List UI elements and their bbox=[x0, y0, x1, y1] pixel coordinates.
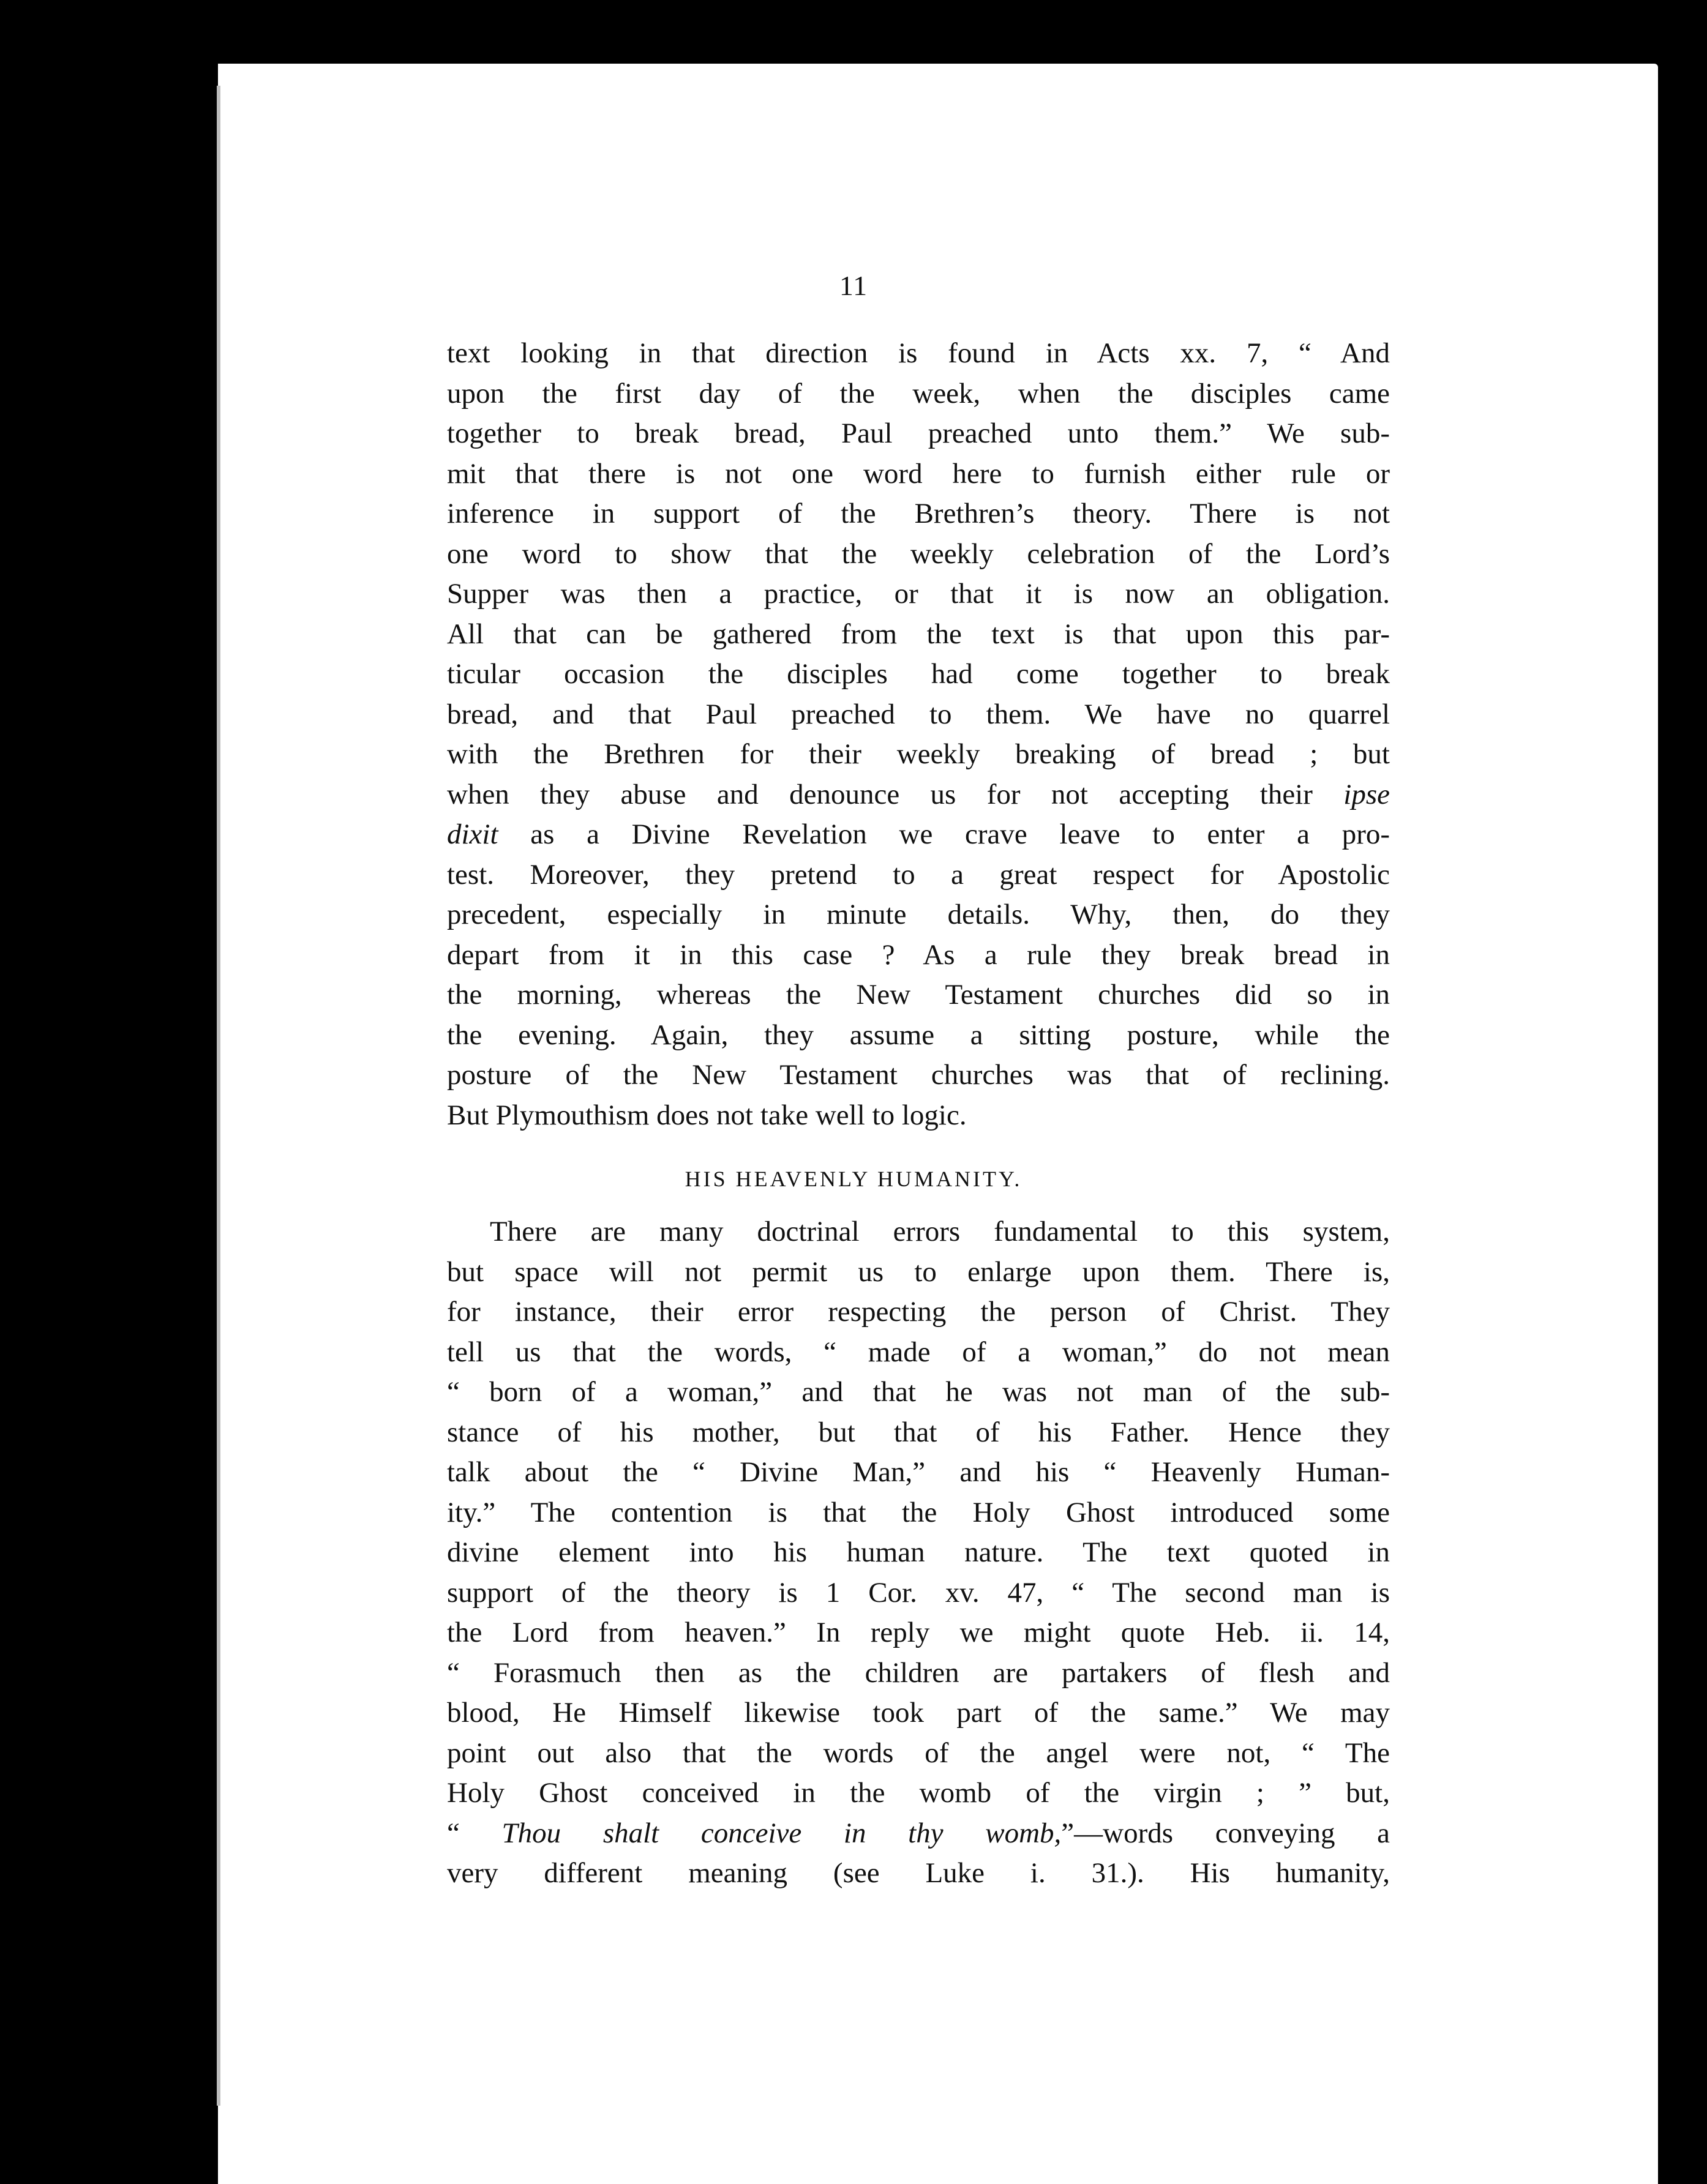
text-line: depart from it in this case ? As a rule they break bread in bbox=[447, 938, 1390, 971]
paragraph-one bbox=[447, 334, 1390, 1135]
text-line: very different meaning (see Luke i. 31.). His humanity, bbox=[447, 1857, 1390, 1889]
quote-mark: “ bbox=[447, 1817, 502, 1849]
text-line: precedent, especially in minute details. Why, then, do they bbox=[447, 899, 1390, 930]
text-fragment: when they abuse and denounce us for not accepting their bbox=[447, 778, 1313, 810]
text-line: bread, and that Paul preached to them. We have no quarrel bbox=[447, 698, 1390, 730]
text-line: ity.” The contention is that the Holy Ghost introduced some bbox=[447, 1496, 1390, 1528]
italic-term: ipse bbox=[1343, 778, 1390, 810]
text-line: Holy Ghost conceived in the womb of the virgin ; ” but, bbox=[447, 1777, 1390, 1809]
text-line: mit that there is not one word here to furnish either rule or bbox=[447, 457, 1390, 490]
text-line: for instance, their error respecting the person of Christ. They bbox=[447, 1296, 1390, 1328]
text-line: support of the theory is 1 Cor. xv. 47, “ The second man is bbox=[447, 1576, 1390, 1609]
text-line: ticular occasion the disciples had come together to break bbox=[447, 658, 1390, 690]
text-line: talk about the “ Divine Man,” and his “ Heavenly Human- bbox=[447, 1456, 1390, 1488]
italic-quote: Thou shalt conceive in thy womb, bbox=[501, 1817, 1062, 1849]
text-fragment: as a Divine Revelation we crave leave to enter a pro- bbox=[530, 818, 1390, 850]
text-line: point out also that the words of the angel were not, “ The bbox=[447, 1737, 1390, 1769]
text-line-with-italic bbox=[447, 1814, 1390, 1854]
text-line: But Plymouthism does not take well to logic. bbox=[447, 1099, 967, 1131]
text-line: the morning, whereas the New Testament churches did so in bbox=[447, 979, 1390, 1011]
text-line: the evening. Again, they assume a sitting posture, while the bbox=[447, 1019, 1390, 1051]
text-line: upon the first day of the week, when the disciples came bbox=[447, 377, 1390, 410]
gutter-line bbox=[217, 86, 220, 2106]
text-line: Supper was then a practice, or that it is now an obligation. bbox=[447, 578, 1390, 610]
text-line: with the Brethren for their weekly breaking of bread ; but bbox=[447, 738, 1390, 770]
text-line: “ born of a woman,” and that he was not man of the sub- bbox=[447, 1376, 1390, 1408]
text-line-with-italic bbox=[447, 775, 1390, 815]
text-line: text looking in that direction is found in Acts xx. 7, “ And bbox=[447, 337, 1390, 369]
text-line: All that can be gathered from the text is that upon this par- bbox=[447, 618, 1390, 650]
text-fragment: ”—words conveying a bbox=[1061, 1817, 1390, 1849]
text-line: posture of the New Testament churches was that of reclining. bbox=[447, 1059, 1390, 1091]
text-line: stance of his mother, but that of his Father. Hence they bbox=[447, 1416, 1390, 1448]
text-line: inference in support of the Brethren’s theory. There is not bbox=[447, 498, 1390, 529]
text-line: but space will not permit us to enlarge upon them. There is, bbox=[447, 1255, 1390, 1288]
text-line: There are many doctrinal errors fundamental to this system, bbox=[490, 1216, 1390, 1247]
text-line: blood, He Himself likewise took part of the same.” We may bbox=[447, 1697, 1390, 1729]
text-line: divine element into his human nature. The text quoted in bbox=[447, 1536, 1390, 1568]
section-heading: HIS HEAVENLY HUMANITY. bbox=[685, 1167, 1022, 1191]
text-line-with-italic bbox=[447, 815, 1390, 855]
paragraph-two bbox=[447, 1212, 1390, 1894]
page-number: 11 bbox=[839, 270, 868, 301]
text-line: together to break bread, Paul preached unto them.” We sub- bbox=[447, 417, 1390, 449]
text-line: “ Forasmuch then as the children are partakers of flesh and bbox=[447, 1656, 1390, 1689]
text-line: one word to show that the weekly celebration of the Lord’s bbox=[447, 537, 1390, 570]
italic-term: dixit bbox=[447, 818, 498, 850]
text-line: the Lord from heaven.” In reply we might quote Heb. ii. 14, bbox=[447, 1617, 1390, 1648]
text-line: tell us that the words, “ made of a woman,” do not mean bbox=[447, 1336, 1390, 1368]
text-line: test. Moreover, they pretend to a great respect for Apostolic bbox=[447, 858, 1390, 891]
